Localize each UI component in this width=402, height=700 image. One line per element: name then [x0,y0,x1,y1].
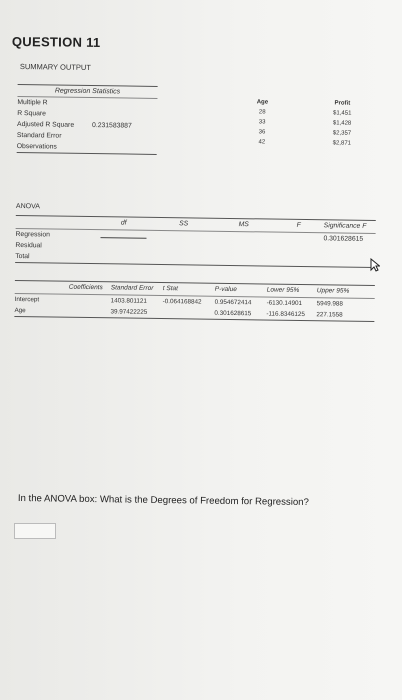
coef-header-standard-error: Standard Error [110,284,154,292]
table-row [17,141,157,155]
coef-row-label: Age [14,306,26,315]
anova-header-ss: SS [179,220,189,228]
anova-header-blank [16,216,94,229]
coef-header-t-stat: t Stat [162,285,179,293]
row-label: Observations [16,142,57,151]
row-label: Multiple R [17,98,48,107]
anova-f-cell [273,244,323,256]
coef-header-p-value: P-value [214,285,237,294]
question-text: In the ANOVA box: What is the Degrees of Freedom for Regression? [17,493,309,509]
answer-input[interactable] [14,523,56,539]
row-label: R Square [17,109,46,118]
profit-header: Profit [334,100,351,107]
profit-value: $2,871 [332,140,352,147]
anova-row-label: Total [15,252,30,261]
anova-ss-cell [153,231,213,243]
profit-value: $1,451 [333,110,352,117]
anova-row-label: Regression [15,230,50,239]
anova-df-cell [93,252,153,264]
anova-header-ms: MS [238,221,249,229]
anova-significance-f [323,244,375,256]
anova-f-cell [273,233,323,245]
anova-header-significance-f: Significance F [323,222,367,230]
profit-value: $2,357 [332,130,352,137]
anova-f-cell [273,255,323,267]
anova-table [15,215,376,268]
anova-ms-cell [213,243,273,255]
profit-value: $1,428 [332,120,352,127]
coef-header-blank [15,281,69,294]
anova-ss-cell [153,253,213,265]
mouse-cursor-icon [370,258,380,277]
coef-p-value: 0.954672414 [214,298,252,307]
row-value [92,98,157,110]
summary-output-heading: SUMMARY OUTPUT [19,62,91,73]
regression-statistics-heading: Regression Statistics [17,84,157,99]
anova-row-label: Residual [15,241,42,250]
age-header: Age [256,99,269,106]
anova-significance-f: 0.301628615 [323,235,364,243]
profit-column [317,98,368,149]
coef-standard-error: 39.97422225 [110,308,148,316]
anova-ss-cell [153,242,213,254]
excel-summary-output [12,58,388,493]
age-column [242,97,283,148]
row-label: Standard Error [16,131,62,140]
row-value [92,109,157,121]
coef-header-lower-95: Lower 95% [266,286,300,294]
coef-upper-95: 5949.988 [316,300,343,308]
anova-ms-cell [213,232,273,244]
coef-upper-95: 227.1558 [316,311,343,319]
coef-header-coefficients: Coefficients [68,283,103,292]
coef-lower-95: -116.8346125 [266,310,305,319]
coef-header-upper-95: Upper 95% [316,287,350,295]
age-value: 42 [258,139,266,146]
coef-standard-error: 1403.801121 [110,297,147,305]
anova-label: ANOVA [15,202,40,211]
coef-t-stat: -0.064168842 [162,298,202,306]
age-value: 33 [258,119,266,126]
row-value: 0.231583887 [92,122,132,130]
anova-df-blank [93,230,153,242]
coef-t-stat [162,307,214,319]
anova-significance-f [323,255,375,267]
row-label: Adjusted R Square [17,120,75,129]
anova-df-cell [93,241,153,253]
coef-coefficient [68,306,110,318]
age-value: 28 [258,109,266,116]
coef-p-value: 0.301628615 [214,309,252,318]
coef-lower-95: -6130.14901 [266,299,303,307]
anova-header-df: df [120,219,127,227]
coef-coefficient [69,295,111,307]
age-value: 36 [258,129,266,136]
anova-header-f: F [296,221,301,229]
question-title: QUESTION 11 [11,34,101,50]
coefficients-table [14,280,374,322]
coef-row-label: Intercept [14,295,40,304]
anova-ms-cell [213,254,273,266]
blank-cell [100,230,146,239]
regression-statistics-table [17,84,158,155]
row-value [92,142,157,154]
row-value [92,131,157,143]
